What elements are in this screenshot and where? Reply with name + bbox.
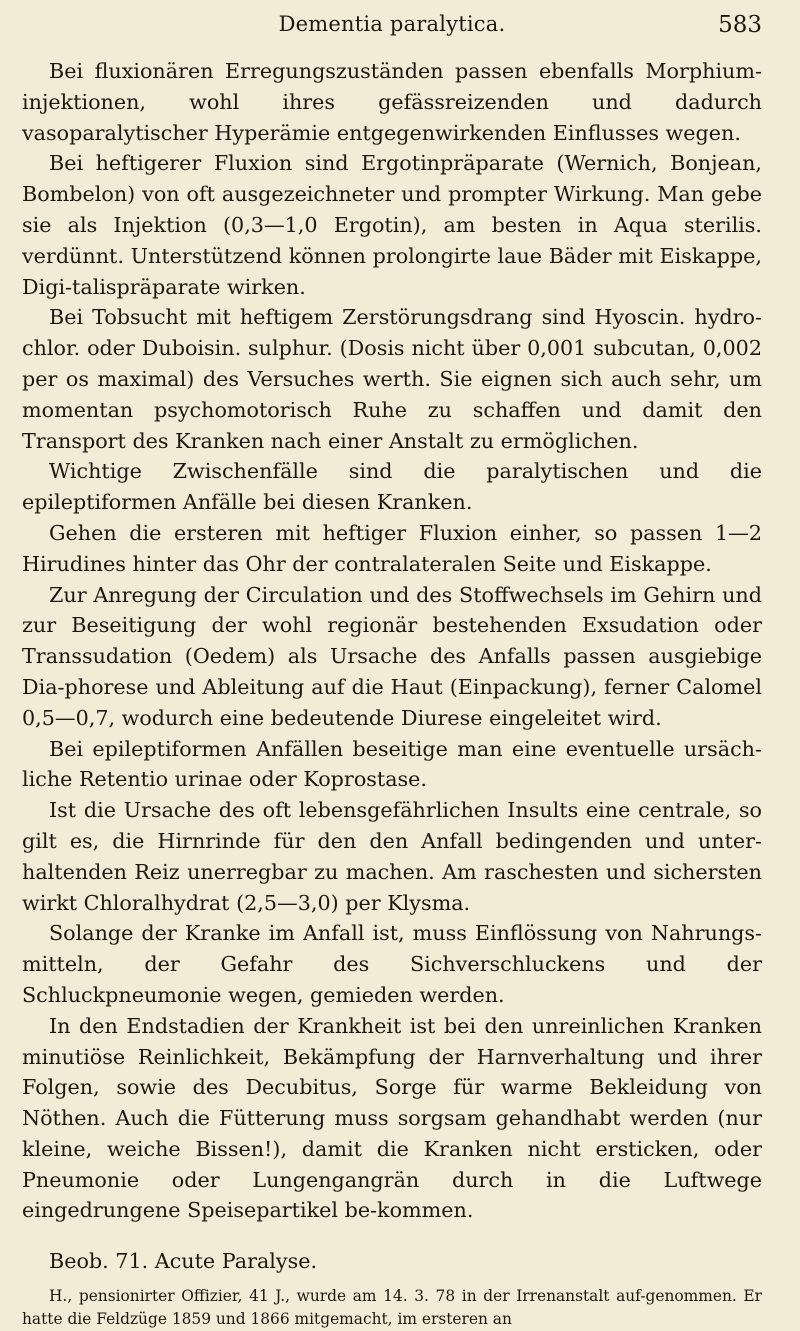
paragraph: Bei fluxionären Erregungszuständen passen ebenfalls Morphium-injektionen, wohl ihres gefässreizenden und dadurch vasoparalytischer Hyperämie entgegenwirkenden Einflusses wegen.: [22, 59, 762, 145]
paragraph: Gehen die ersteren mit heftiger Fluxion einher, so passen 1—2 Hirudines hinter das Ohr der contralateralen Seite und Eiskappe.: [22, 520, 762, 576]
paragraph: In den Endstadien der Krankheit ist bei den unreinlichen Kranken minutiöse Reinlichkeit, Bekämpfung der Harnverhaltung und ihrer Folgen, sowie des Decubitus, Sorge für warme Bekleidung von Nöthen. Auch die Fütterung muss sorgsam gehandhabt werden (nur kleine, weiche Bissen!), damit die Kranken nicht ersticken, oder Pneumonie oder Lungengangrän durch in die Luftwege eingedrungene Speisepartikel be-kommen.: [22, 1013, 762, 1223]
page-number: 583: [718, 12, 762, 38]
paragraph: Bei epileptiformen Anfällen beseitige man eine eventuelle ursäch-liche Retentio urinae oder Koprostase.: [22, 736, 762, 792]
case-text: H., pensionirter Offizier, 41 J., wurde am 14. 3. 78 in der Irrenanstalt auf-genommen. Er hatte die Feldzüge 1859 und 1866 mitgemacht, im ersteren an: [22, 1287, 762, 1329]
body-text: [22, 56, 762, 1226]
paragraph: Bei heftigerer Fluxion sind Ergotinpräparate (Wernich, Bonjean, Bombelon) von oft ausgezeichneter und prompter Wirkung. Man gebe sie als Injektion (0,3—1,0 Ergotin), am besten in Aqua sterilis. verdünnt. Unterstützend können prolongirte laue Bäder mit Eiskappe, Digi-talispräparate wirken.: [22, 151, 762, 299]
running-title: Dementia paralytica.: [278, 12, 506, 36]
paragraph: Wichtige Zwischenfälle sind die paralytischen und die epileptiformen Anfälle bei diesen Kranken.: [22, 459, 762, 515]
case-heading: Beob. 71. Acute Paralyse.: [49, 1249, 318, 1274]
page-header: [22, 0, 762, 56]
paragraph: Solange der Kranke im Anfall ist, muss Einflössung von Nahrungs-mitteln, der Gefahr des Sichverschluckens und der Schluckpneumonie wegen, gemieden werden.: [22, 921, 762, 1007]
paragraph: Zur Anregung der Circulation und des Stoffwechsels im Gehirn und zur Beseitigung der wohl regionär bestehenden Exsudation oder Transsudation (Oedem) als Ursache des Anfalls passen ausgiebige Dia-phorese und Ableitung auf die Haut (Einpackung), ferner Calomel 0,5—0,7, wodurch eine bedeutende Diurese eingeleitet wird.: [22, 582, 762, 730]
paragraph: Bei Tobsucht mit heftigem Zerstörungsdrang sind Hyoscin. hydro-chlor. oder Duboisin. sulphur. (Dosis nicht über 0,001 subcutan, 0,002 per os maximal) des Versuches werth. Sie eignen sich auch sehr, um momentan psychomotorisch Ruhe zu schaffen und damit den Transport des Kranken nach einer Anstalt zu ermöglichen.: [22, 305, 762, 453]
paragraph: Ist die Ursache des oft lebensgefährlichen Insults eine centrale, so gilt es, die Hirnrinde für den den Anfall bedingenden und unter-haltenden Reiz unerregbar zu machen. Am raschesten und sichersten wirkt Chloralhydrat (2,5—3,0) per Klysma.: [22, 798, 762, 915]
